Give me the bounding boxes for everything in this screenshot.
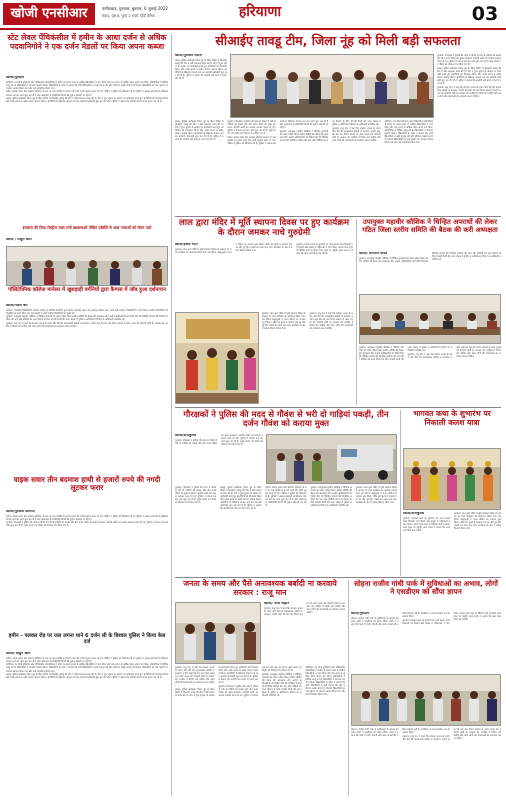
paragraph: हथीन। बाइक सवार तीन बदमाश हथियार के बल पर एक व्यक्ति से हजारों रुपये की नगदी लूटकर फरार हो गए। पीड़ित ने पुलिस को शिकायत दी है। पुलिस ने अज्ञात बदमाशों के खिलाफ मामला दर्ज कर जांच शुरू कर दी है और आसपास के सीसीटीवी कैमरों की फुटेज खंगाली जा रही है। — [6, 514, 168, 521]
byline: खोजी/गुरुग्राम नंदाना — [175, 54, 203, 57]
paragraph: तावडू। पुलिस अधीक्षक जिला नूंह के दिशा निर्देश में सीआईए तावडू की टीम ने बड़ी सफलता प्राप्त की है। टीम ने गुप्त सूचना के आधार पर कार्यवाही करते हुए आरोपियों को गिरफ्तार किया और उनके कब्जे से अवैध सामान बरामद किया। आरोपियों के खिलाफ मामला दर्ज कर आगामी कार्यवाही शुरू कर दी गई है। पुलिस ने बताया कि आरोपी लंबे समय से फरार चल रहे थे। — [175, 58, 227, 80]
story-lal-dwara-more — [262, 312, 353, 404]
paragraph: गुरुग्राम। गौरक्षकों ने पुलिस की मदद से गौवंश से भरी दो गाड़ियों को पकड़ा और तीन दर्जन गौवंश को मुक्त करवाया। आरोपी अंधेरे का फायदा उठाकर फरार हो गए। पुलिस ने मामला दर्ज कर जांच शुरू कर दी है। मुक्त कराए गए गौवंश को गौशाला भेज दिया गया है। — [227, 120, 276, 136]
masthead — [0, 0, 506, 32]
paragraph: गुरुग्राम। राजू मान ने कहा कि सरकार जनता के समय और पैसे की अनावश्यक बर्बादी ना करवाए। उन्होंने कहा कि बार बार नियम बदलने से आम जनता को परेशानी होती है। सरकार को जनहित में निर्णय लेने चाहिए और आम लोगों की समस्याओं का समाधान करना चाहिए। — [437, 86, 501, 99]
column-rule — [400, 410, 401, 576]
paragraph: गुरुग्राम। गौरक्षकों ने पुलिस की मदद से गौवंश से भरी दो गाड़ियों को पकड़ा और तीन दर्जन गौवंश को मुक्त करवाया। आरोपी अंधेरे का फायदा उठाकर फरार हो गए। पुलिस ने मामला दर्ज कर जांच शुरू कर दी है। मुक्त कराए गए गौवंश को गौशाला भेज दिया गया है। — [6, 521, 168, 528]
column-rule — [348, 580, 349, 796]
story-polytechnic-text — [6, 304, 168, 472]
story-raju-maan-side — [264, 602, 345, 664]
paragraph: सोहना। राजीव गांधी पार्क में सुविधाओं के अभाव को लेकर लोगों ने एसडीएम को ज्ञापन सौंपा। लोगों ने बताया कि पार्क में पानी, रोशनी और साफ सफाई की उचित व्यवस्था नहीं है। एसडीएम ने जल्द समाधान का आश्वासन दिया। — [351, 728, 450, 738]
story-raju-maan-text — [175, 666, 345, 796]
kalash-yatra-photo — [403, 448, 501, 510]
paragraph: तावडू। पुलिस अधीक्षक जिला नूंह के दिशा निर्देश में सीआईए तावडू की टीम ने बड़ी सफलता प्राप्त की है। टीम ने गुप्त सूचना के आधार पर कार्यवाही करते हुए आरोपियों को गिरफ्तार किया और उनके कब्जे से अवैध सामान बरामद किया। आरोपियों के खिलाफ मामला दर्ज कर आगामी कार्यवाही शुरू कर दी गई है। पुलिस ने बताया कि आरोपी लंबे समय से फरार चल रहे थे। — [437, 66, 501, 86]
sohna-park-photo — [351, 674, 501, 726]
section-rule — [175, 216, 501, 217]
story-gaurakshak-byline — [175, 434, 263, 480]
byline: खोजी/राजकुमार — [175, 434, 197, 437]
paragraph: हरीमिया। गत दिनों हरियाणा स्टेट पेंचिकंसील प्रतियोगिता में हमीन के आधा दर्जन से अधिक खिलाड़ियों ने भाग लिया और एक दर्जन से अधिक मेडल अपने नाम किए। प्रतियोगिता में विभिन्न आयु वर्ग के खिलाड़ियों ने शानदार प्रदर्शन किया। खिलाड़ियों के कोच ने बताया कि सभी खिलाड़ियों ने कड़ी मेहनत की और परिणाम सबके सामने है। विजेता खिलाड़ियों का गांव पहुंचने पर जोरदार स्वागत किया गया और उन्हें सम्मानित किया गया। — [305, 666, 345, 697]
issue-line: फरीदाबाद, गुरुग्राम, बुधवार, 6 जुलाई 2022 — [102, 6, 168, 11]
paragraph: गुरुग्राम। उपायुक्त महावीर कौशिक ने चिन्हित अपराधों को लेकर गठित जिला स्तरीय समिति की बैठक की अध्यक्षता की। उन्होंने अधिकारियों को निर्देश दिए कि चिन्हित मामलों की नियमित समीक्षा की जाए और दोषियों को सजा दिलाने के लिए प्रभावी पैरवी की जाए। बैठक में पुलिस व अभियोजन विभाग के अधिकारी उपस्थित रहे। — [262, 672, 302, 698]
paragraph: गुरुग्राम। भागवत कथा के शुभारंभ पर भव्य कलश यात्रा निकाली गई जिसमें बड़ी संख्या में महिलाओं ने भाग लिया। कलश यात्रा शहर के विभिन्न मार्गों से होकर कथा स्थल पर पहुंची। कथा व्यास ने बताया कि कथा सात दिनों तक चलेगी। — [402, 612, 501, 625]
paragraph: गुरुग्राम। भागवत कथा के शुभारंभ पर भव्य कलश यात्रा निकाली गई जिसमें बड़ी संख्या में महिलाओं ने भाग लिया। कलश यात्रा शहर के विभिन्न मार्गों से होकर कथा स्थल पर पहुंची। कथा व्यास ने बताया कि कथा सात दिनों तक चलेगी। — [296, 243, 353, 256]
mandir-photo — [175, 312, 259, 404]
page-number: 03 — [471, 3, 499, 25]
paragraph: गुरुग्राम। राजू मान ने कहा कि सरकार जनता के समय और पैसे की अनावश्यक बर्बादी ना करवाए। उन्होंने कहा कि बार बार नियम बदलने से आम जनता को परेशानी होती है। सरकार को जनहित में निर्णय लेने चाहिए और आम लोगों की समस्याओं का समाधान करना चाहिए। — [407, 346, 501, 359]
story-sohna-text — [351, 612, 501, 672]
headline-sohna-park: सोहना राजीव गांधी पार्क में सुविधाओं का अभाव, लोगों ने एसडीएम को सौंपा ज्ञापन — [354, 579, 498, 597]
headline-upayukt: उपायुक्त महावीर कौशिक ने चिन्हित अपराधों की लेकर गठित जिला स्तरीय समिति की बैठक की करी अध्यक्षता — [362, 218, 498, 234]
paragraph: तावडू। पुलिस अधीक्षक जिला नूंह के दिशा निर्देश में सीआईए तावडू की टीम ने बड़ी सफलता प्राप्त की है। टीम ने गुप्त सूचना के आधार पर कार्यवाही करते हुए आरोपियों को गिरफ्तार किया और उनके कब्जे से अवैध सामान बरामद किया। आरोपियों के खिलाफ मामला दर्ज कर आगामी कार्यवाही शुरू कर दी गई है। पुलिस ने बताया कि आरोपी लंबे समय से फरार चल रहे थे। — [6, 673, 168, 680]
meeting-photo — [359, 294, 501, 344]
story-cia-side — [437, 54, 501, 214]
paragraph: हथीन। बाइक सवार तीन बदमाश हथियार के बल पर एक व्यक्ति से हजारों रुपये की नगदी लूटकर फरार हो गए। पीड़ित ने पुलिस को शिकायत दी है। पुलिस ने अज्ञात बदमाशों के खिलाफ मामला दर्ज कर जांच शुरू कर दी है और आसपास के सीसीटीवी कैमरों की फुटेज खंगाली जा रही है। — [6, 656, 168, 663]
column-rule — [171, 34, 172, 796]
story-upayukt-text — [359, 346, 501, 404]
paragraph: गुरुग्राम। राजू मान ने कहा कि सरकार जनता के समय और पैसे की अनावश्यक बर्बादी ना करवाए। उन्होंने कहा कि बार बार नियम बदलने से आम जनता को परेशानी होती है। सरकार को जनहित में निर्णय लेने चाहिए और आम लोगों की समस्याओं का समाधान करना चाहिए। — [175, 666, 215, 688]
paragraph: गुरुग्राम। गौरक्षकों ने पुलिस की मदद से गौवंश से भरी दो गाड़ियों को पकड़ा और तीन दर्जन गौवंश को मुक्त करवाया। आरोपी अंधेरे का फायदा उठाकर फरार हो गए। पुलिस ने मामला दर्ज कर जांच शुरू कर दी है। मुक्त कराए गए गौवंश को गौशाला भेज दिया गया है। — [218, 666, 302, 698]
story-cia-intro — [175, 54, 227, 116]
paper-name-block — [3, 3, 95, 25]
headline-lal-dwara: लाल द्वारा मंदिर में मूर्ति स्थापना दिवस पर हुए कार्यक्रम के दौरान जमकर नाचे गुरुग्रेमी — [179, 218, 349, 238]
section-rule — [175, 407, 501, 408]
date-line: संवाद, पृष्ठ 8, मूल्य 2 रुपये, हिंदी दैनिक — [102, 14, 155, 18]
paragraph: सोहना। राजीव गांधी पार्क में सुविधाओं के अभाव को लेकर लोगों ने एसडीएम को ज्ञापन सौंपा। लोगों ने बताया कि पार्क में पानी, रोशनी और साफ सफाई की उचित व्यवस्था नहीं है। एसडीएम ने जल्द समाधान का आश्वासन दिया। — [351, 612, 450, 626]
headline-robbery: वाइक सवार तीन बदमाश हाथी से हजारों रुपये की नगदी लूटकर फरार — [13, 475, 161, 493]
byline: खोजी/ नरेश चौहान — [264, 602, 290, 605]
paragraph: हरीमिया। गत दिनों हरियाणा स्टेट पेंचिकंसील प्रतियोगिता में हमीन के आधा दर्जन से अधिक खिलाड़ियों ने भाग लिया और एक दर्जन से अधिक मेडल अपने नाम किए। प्रतियोगिता में विभिन्न आयु वर्ग के खिलाड़ियों ने शानदार प्रदर्शन किया। खिलाड़ियों के कोच ने बताया कि सभी खिलाड़ियों ने कड़ी मेहनत की और परिणाम सबके सामने है। विजेता खिलाड़ियों का गांव पहुंचने पर जोरदार स्वागत किया गया और उन्हें सम्मानित किया गया। — [384, 120, 433, 145]
paragraph: तावडू। पुलिस अधीक्षक जिला नूंह के दिशा निर्देश में सीआईए तावडू की टीम ने बड़ी सफलता प्राप्त की है। टीम ने गुप्त सूचना के आधार पर कार्यवाही करते हुए आरोपियों को गिरफ्तार किया और उनके कब्जे से अवैध सामान बरामद किया। आरोपियों के खिलाफ मामला दर्ज कर आगामी कार्यवाही शुरू कर दी गई है। पुलिस ने बताया कि आरोपी लंबे समय से फरार चल रहे थे। — [175, 120, 224, 142]
headline-cia-tawdu: सीआईए तावडू टीम, जिला नूंह को मिली बड़ी सफलता — [215, 33, 461, 48]
caption-indoor-event: इनलास की लिया रिस्ट्रीज उक्त रानी खाद्यावाओं पीडित एडेबीवें से आज्ञ नामाओं को लेकर पर्चा — [22, 225, 152, 230]
headline-state-championship: स्टेट लेवल पेंचिकंसील में हमीन के आधा दर्जन से अधिक पदवानिगोने ने एक दर्जन मेडलों पर किया अपना कब्जा — [7, 33, 167, 51]
column-rule — [356, 219, 357, 405]
paragraph: गुरुग्राम। राजू मान ने कहा कि सरकार जनता के समय और पैसे की अनावश्यक बर्बादी ना करवाए। उन्होंने कहा कि बार बार नियम बदलने से आम जनता को परेशानी होती है। सरकार को जनहित में निर्णय लेने चाहिए और आम लोगों की समस्याओं का समाधान करना चाहिए। — [309, 312, 353, 331]
cia-team-photo — [230, 54, 434, 118]
paragraph: गुरुग्राम। गौरक्षकों ने पुलिस की मदद से गौवंश से भरी दो गाड़ियों को पकड़ा और तीन दर्जन गौवंश को मुक्त करवाया। आरोपी अंधेरे का फायदा उठाकर फरार हो गए। पुलिस ने मामला दर्ज कर जांच शुरू कर दी है। मुक्त कराए गए गौवंश को गौशाला भेज दिया गया है। — [437, 54, 501, 67]
paragraph: गुरुग्राम। उपायुक्त महावीर कौशिक ने चिन्हित अपराधों को लेकर गठित जिला स्तरीय समिति की बैठक की अध्यक्षता की। उन्होंने अधिकारियों को निर्देश दिए कि चिन्हित मामलों की नियमित समीक्षा की जाए और दोषियों को सजा दिलाने के लिए प्रभावी पैरवी की जाए। बैठक में पुलिस व अभियोजन विभाग के अधिकारी उपस्थित रहे। — [6, 315, 168, 322]
paragraph: हरीमिया। गत दिनों हरियाणा स्टेट पेंचिकंसील प्रतियोगिता में हमीन के आधा दर्जन से अधिक खिलाड़ियों ने भाग लिया और एक दर्जन से अधिक मेडल अपने नाम किए। प्रतियोगिता में विभिन्न आयु वर्ग के खिलाड़ियों ने शानदार प्रदर्शन किया। खिलाड़ियों के कोच ने बताया कि सभी खिलाड़ियों ने कड़ी मेहनत की और परिणाम सबके सामने है। विजेता खिलाड़ियों का गांव पहुंचने पर जोरदार स्वागत किया गया और उन्हें सम्मानित किया गया। — [6, 80, 168, 90]
paragraph: तावडू। पुलिस अधीक्षक जिला नूंह के दिशा निर्देश में सीआईए तावडू की टीम ने बड़ी सफलता प्राप्त की है। टीम ने गुप्त सूचना के आधार पर कार्यवाही करते हुए आरोपियों को गिरफ्तार किया और उनके कब्जे से अवैध सामान बरामद किया। आरोपियों के खिलाफ मामला दर्ज कर आगामी कार्यवाही शुरू कर दी गई है। पुलिस ने बताया कि आरोपी लंबे समय से फरार चल रहे थे। — [175, 666, 258, 698]
byline: खोजी/नीरज बोर — [6, 304, 28, 307]
section-rule — [175, 577, 501, 578]
paragraph: गुरुग्राम। राजू मान ने कहा कि सरकार जनता के समय और पैसे की अनावश्यक बर्बादी ना करवाए। उन्होंने कहा कि बार बार नियम बदलने से आम जनता को परेशानी होती है। सरकार को जनहित में निर्णय लेने चाहिए और आम लोगों की समस्याओं का समाधान करना चाहिए। — [332, 126, 381, 143]
paragraph: गुरुग्राम। लाल द्वारा मंदिर में मूर्ति स्थापना दिवस के अवसर पर भव्य कार्यक्रम का आयोजन किया गया। इस दौरान श्रद्धालुओं ने भजन कीर्तन पर जमकर नृत्य किया। मंदिर को फूलों से सजाया गया था और पूरे दिन भक्तों का तांता लगा रहा। कार्यक्रम के अंत में प्रसाद वितरण किया गया। — [355, 486, 397, 505]
subhead-hathin-palwal: हमीन - पलवल रोड पर जल लगना थाने 6 दर्जन सी के विशाल पुलिस ने किया केस दर्ज — [8, 633, 166, 645]
byline: खोजी/हरिश भाटी — [175, 243, 198, 246]
byline: खोजी/राजकुमार — [403, 512, 425, 515]
headline-polytechnic: पॉलिटेक्निक कॉलेज मानेसर में खुशहाड़ी वर्गनियों द्वारा कैम्पस में जॉब हुआ दर्शनाचन — [8, 287, 166, 293]
section-title: हरियाणा — [238, 4, 282, 20]
paragraph: गुरुग्राम। राजू मान ने कहा कि सरकार जनता के समय और पैसे की अनावश्यक बर्बादी ना करवाए। उन्होंने कहा कि बार बार नियम बदलने से आम जनता को परेशानी होती है। सरकार को जनहित में निर्णय लेने चाहिए और आम लोगों की समस्याओं का समाधान करना चाहिए। — [6, 322, 168, 329]
paragraph: हथीन। बाइक सवार तीन बदमाश हथियार के बल पर एक व्यक्ति से हजारों रुपये की नगदी लूटकर फरार हो गए। पीड़ित ने पुलिस को शिकायत दी है। पुलिस ने अज्ञात बदमाशों के खिलाफ मामला दर्ज कर जांच शुरू कर दी है और आसपास के सीसीटीवी कैमरों की फुटेज खंगाली जा रही है। — [227, 120, 329, 146]
headline-gaurakshak: गौरक्षकों ने पुलिस की मदद से गौवंश से भरी दो गाड़ियां पकड़ी, तीन दर्जन गौवंश को कराया मुक्त — [183, 409, 389, 429]
headline-bhagwat-katha: भागवत कथा के शुभारंभ पर निकाली कलश यात्रा — [413, 409, 491, 427]
story-robbery-text — [6, 510, 168, 630]
paragraph: गुरुग्राम। लाल द्वारा मंदिर में मूर्ति स्थापना दिवस के अवसर पर भव्य कार्यक्रम का आयोजन किया गया। इस दौरान श्रद्धालुओं ने भजन कीर्तन पर जमकर नृत्य किया। मंदिर को फूलों से सजाया गया था और पूरे दिन भक्तों का तांता लगा रहा। कार्यक्रम के अंत में प्रसाद वितरण किया गया। — [175, 243, 293, 254]
story-upayukt-byline — [359, 252, 501, 292]
story-state-championship-text — [6, 76, 168, 224]
story-gaurakshak-text — [175, 486, 397, 574]
paragraph: गुरुग्राम। भागवत कथा के शुभारंभ पर भव्य कलश यात्रा निकाली गई जिसमें बड़ी संख्या में महिलाओं ने भाग लिया। कलश यात्रा शहर के विभिन्न मार्गों से होकर कथा स्थल पर पहुंची। कथा व्यास ने बताया कि कथा सात दिनों तक चलेगी। — [403, 516, 450, 532]
story-hathin-text — [6, 652, 168, 796]
paragraph: मानेसर। राजकीय पॉलिटेक्निक कॉलेज मानेसर में विभिन्न कंपनियों द्वारा कैम्पस प्लेसमेंट ड्राइव का आयोजन किया गया। इसमें बड़ी संख्या में विद्यार्थियों ने भाग लिया। चयनित विद्यार्थियों को नियुक्ति पत्र प्रदान किए गए। प्रधानाचार्य ने सभी चयनित विद्यार्थियों को बधाई दी। — [6, 308, 168, 315]
byline: खोजी / साहुन खान — [6, 238, 32, 241]
paper-name: खोजी एनसीआर — [10, 6, 88, 21]
paragraph: गुरुग्राम। गौरक्षकों ने पुलिस की मदद से गौवंश से भरी दो गाड़ियों को पकड़ा और तीन दर्जन गौवंश को मुक्त करवाया। आरोपी अंधेरे का फायदा उठाकर फरार हो गए। पुलिस ने मामला दर्ज कर जांच शुरू कर दी है। मुक्त कराए गए गौवंश को गौशाला भेज दिया गया है। — [175, 486, 217, 505]
story-cia-columns — [175, 120, 433, 214]
paragraph: गुरुग्राम। उपायुक्त महावीर कौशिक ने चिन्हित अपराधों को लेकर गठित जिला स्तरीय समिति की बैठक की अध्यक्षता की। उन्होंने अधिकारियों को निर्देश दिए कि चिन्हित मामलों की नियमित समीक्षा की जाए और दोषियों को सजा दिलाने के लिए प्रभावी पैरवी की जाए। बैठक में पुलिस व अभियोजन विभाग के अधिकारी उपस्थित रहे। — [279, 120, 381, 143]
story-sohna-more — [351, 728, 501, 796]
headline-raju-maan: जनता के समय और पैसे अनावश्यक बर्बादी ना करवाये सरकार : राजू मान — [183, 579, 337, 597]
byline: खोजी/गुरुग्राम वालिया — [6, 510, 35, 513]
paragraph: हरीमिया। गत दिनों हरियाणा स्टेट पेंचिकंसील प्रतियोगिता में हमीन के आधा दर्जन से अधिक खिलाड़ियों ने भाग लिया और एक दर्जन से अधिक मेडल अपने नाम किए। प्रतियोगिता में विभिन्न आयु वर्ग के खिलाड़ियों ने शानदार प्रदर्शन किया। खिलाड़ियों के कोच ने बताया कि सभी खिलाड़ियों ने कड़ी मेहनत की और परिणाम सबके सामने है। विजेता खिलाड़ियों का गांव पहुंचने पर जोरदार स्वागत किया गया और उन्हें सम्मानित किया गया। — [6, 663, 168, 673]
paragraph: गुरुग्राम। उपायुक्त महावीर कौशिक ने चिन्हित अपराधों को लेकर गठित जिला स्तरीय समिति की बैठक की अध्यक्षता की। उन्होंने अधिकारियों को निर्देश दिए कि चिन्हित मामलों की नियमित समीक्षा की जाए और दोषियों को सजा दिलाने के लिए प्रभावी पैरवी की जाए। बैठक में पुलिस व अभियोजन विभाग के अधिकारी उपस्थित रहे। — [359, 346, 453, 362]
masthead-rule — [0, 28, 506, 30]
gaurakshak-photo — [266, 434, 397, 484]
story-bhagwat-text — [403, 512, 501, 574]
paragraph: तावडू। पुलिस अधीक्षक जिला नूंह के दिशा निर्देश में सीआईए तावडू की टीम ने बड़ी सफलता प्राप्त की है। टीम ने गुप्त सूचना के आधार पर कार्यवाही करते हुए आरोपियों को गिरफ्तार किया और उनके कब्जे से अवैध सामान बरामद किया। आरोपियों के खिलाफ मामला दर्ज कर आगामी कार्यवाही शुरू कर दी गई है। पुलिस ने बताया कि आरोपी लंबे समय से फरार चल रहे थे। — [6, 97, 168, 104]
byline: खोजी/गुरुग्राम — [6, 76, 25, 79]
polytechnic-photo — [6, 246, 168, 286]
story-lal-dwara-text — [175, 243, 353, 311]
paragraph: गुरुग्राम। लाल द्वारा मंदिर में मूर्ति स्थापना दिवस के अवसर पर भव्य कार्यक्रम का आयोजन किया गया। इस दौरान श्रद्धालुओं ने भजन कीर्तन पर जमकर नृत्य किया। मंदिर को फूलों से सजाया गया था और पूरे दिन भक्तों का तांता लगा रहा। कार्यक्रम के अंत में प्रसाद वितरण किया गया। — [262, 312, 306, 331]
byline: खोजी/ सतपाल यादव — [359, 252, 388, 255]
raju-maan-photo — [175, 602, 261, 664]
byline: खोजी/ साहुन खान — [6, 652, 31, 655]
paragraph: गुरुग्राम। राजू मान ने कहा कि सरकार जनता के समय और पैसे की अनावश्यक बर्बादी ना करवाए। उन्होंने कहा कि बार बार नियम बदलने से आम जनता को परेशानी होती है। सरकार को जनहित में निर्णय लेने चाहिए और आम लोगों की समस्याओं का समाधान करना चाहिए। — [402, 728, 501, 741]
paragraph: गुरुग्राम। राजू मान ने कहा कि सरकार जनता के समय और पैसे की अनावश्यक बर्बादी ना करवाए। उन्होंने कहा कि बार बार नियम बदलने से आम जनता को परेशानी होती है। सरकार को जनहित में निर्णय लेने चाहिए और आम लोगों की समस्याओं का समाधान करना चाहिए। — [264, 602, 345, 616]
paragraph: हथीन। बाइक सवार तीन बदमाश हथियार के बल पर एक व्यक्ति से हजारों रुपये की नगदी लूटकर फरार हो गए। पीड़ित ने पुलिस को शिकायत दी है। पुलिस ने अज्ञात बदमाशों के खिलाफ मामला दर्ज कर जांच शुरू कर दी है और आसपास के सीसीटीवी कैमरों की फुटेज खंगाली जा रही है। — [6, 90, 168, 97]
paragraph: गुरुग्राम। लाल द्वारा मंदिर में मूर्ति स्थापना दिवस के अवसर पर भव्य कार्यक्रम का आयोजन किया गया। इस दौरान श्रद्धालुओं ने भजन कीर्तन पर जमकर नृत्य किया। मंदिर को फूलों से सजाया गया था और पूरे दिन भक्तों का तांता लगा रहा। कार्यक्रम के अंत में प्रसाद वितरण किया गया। — [454, 512, 501, 531]
paragraph: हथीन। बाइक सवार तीन बदमाश हथियार के बल पर एक व्यक्ति से हजारों रुपये की नगदी लूटकर फरार हो गए। पीड़ित ने पुलिस को शिकायत दी है। पुलिस ने अज्ञात बदमाशों के खिलाफ मामला दर्ज कर जांच शुरू कर दी है और आसपास के सीसीटीवी कैमरों की फुटेज खंगाली जा रही है। — [265, 486, 307, 508]
paragraph: तावडू। पुलिस अधीक्षक जिला नूंह के दिशा निर्देश में सीआईए तावडू की टीम ने बड़ी सफलता प्राप्त की है। टीम ने गुप्त सूचना के आधार पर कार्यवाही करते हुए आरोपियों को गिरफ्तार किया और उनके कब्जे से अवैध सामान बरामद किया। आरोपियों के खिलाफ मामला दर्ज कर आगामी कार्यवाही शुरू कर दी गई है। पुलिस ने बताया कि आरोपी लंबे समय से फरार चल रहे थे। — [220, 486, 262, 511]
paragraph: गुरुग्राम। उपायुक्त महावीर कौशिक ने चिन्हित अपराधों को लेकर गठित जिला स्तरीय समिति की बैठक की अध्यक्षता की। उन्होंने अधिकारियों को निर्देश दिए कि चिन्हित मामलों की नियमित समीक्षा की जाए और दोषियों को सजा दिलाने के लिए प्रभावी पैरवी की जाए। बैठक में पुलिस व अभियोजन विभाग के अधिकारी उपस्थित रहे। — [310, 486, 352, 508]
paragraph: गुरुग्राम। उपायुक्त महावीर कौशिक ने चिन्हित अपराधों को लेकर गठित जिला स्तरीय समिति की बैठक की अध्यक्षता की। उन्होंने अधिकारियों को निर्देश दिए कि चिन्हित मामलों की नियमित समीक्षा की जाए और दोषियों को सजा दिलाने के लिए प्रभावी पैरवी की जाए। बैठक में पुलिस व अभियोजन विभाग के अधिकारी उपस्थित रहे। — [359, 252, 501, 263]
paragraph: गुरुग्राम। गौरक्षकों ने पुलिस की मदद से गौवंश से भरी दो गाड़ियों को पकड़ा और तीन दर्जन गौवंश को मुक्त करवाया। आरोपी अंधेरे का फायदा उठाकर फरार हो गए। पुलिस ने मामला दर्ज कर जांच शुरू कर दी है। मुक्त कराए गए गौवंश को गौशाला भेज दिया गया है। — [175, 434, 263, 447]
byline: खोजी/गुरुग्राम — [351, 612, 370, 615]
